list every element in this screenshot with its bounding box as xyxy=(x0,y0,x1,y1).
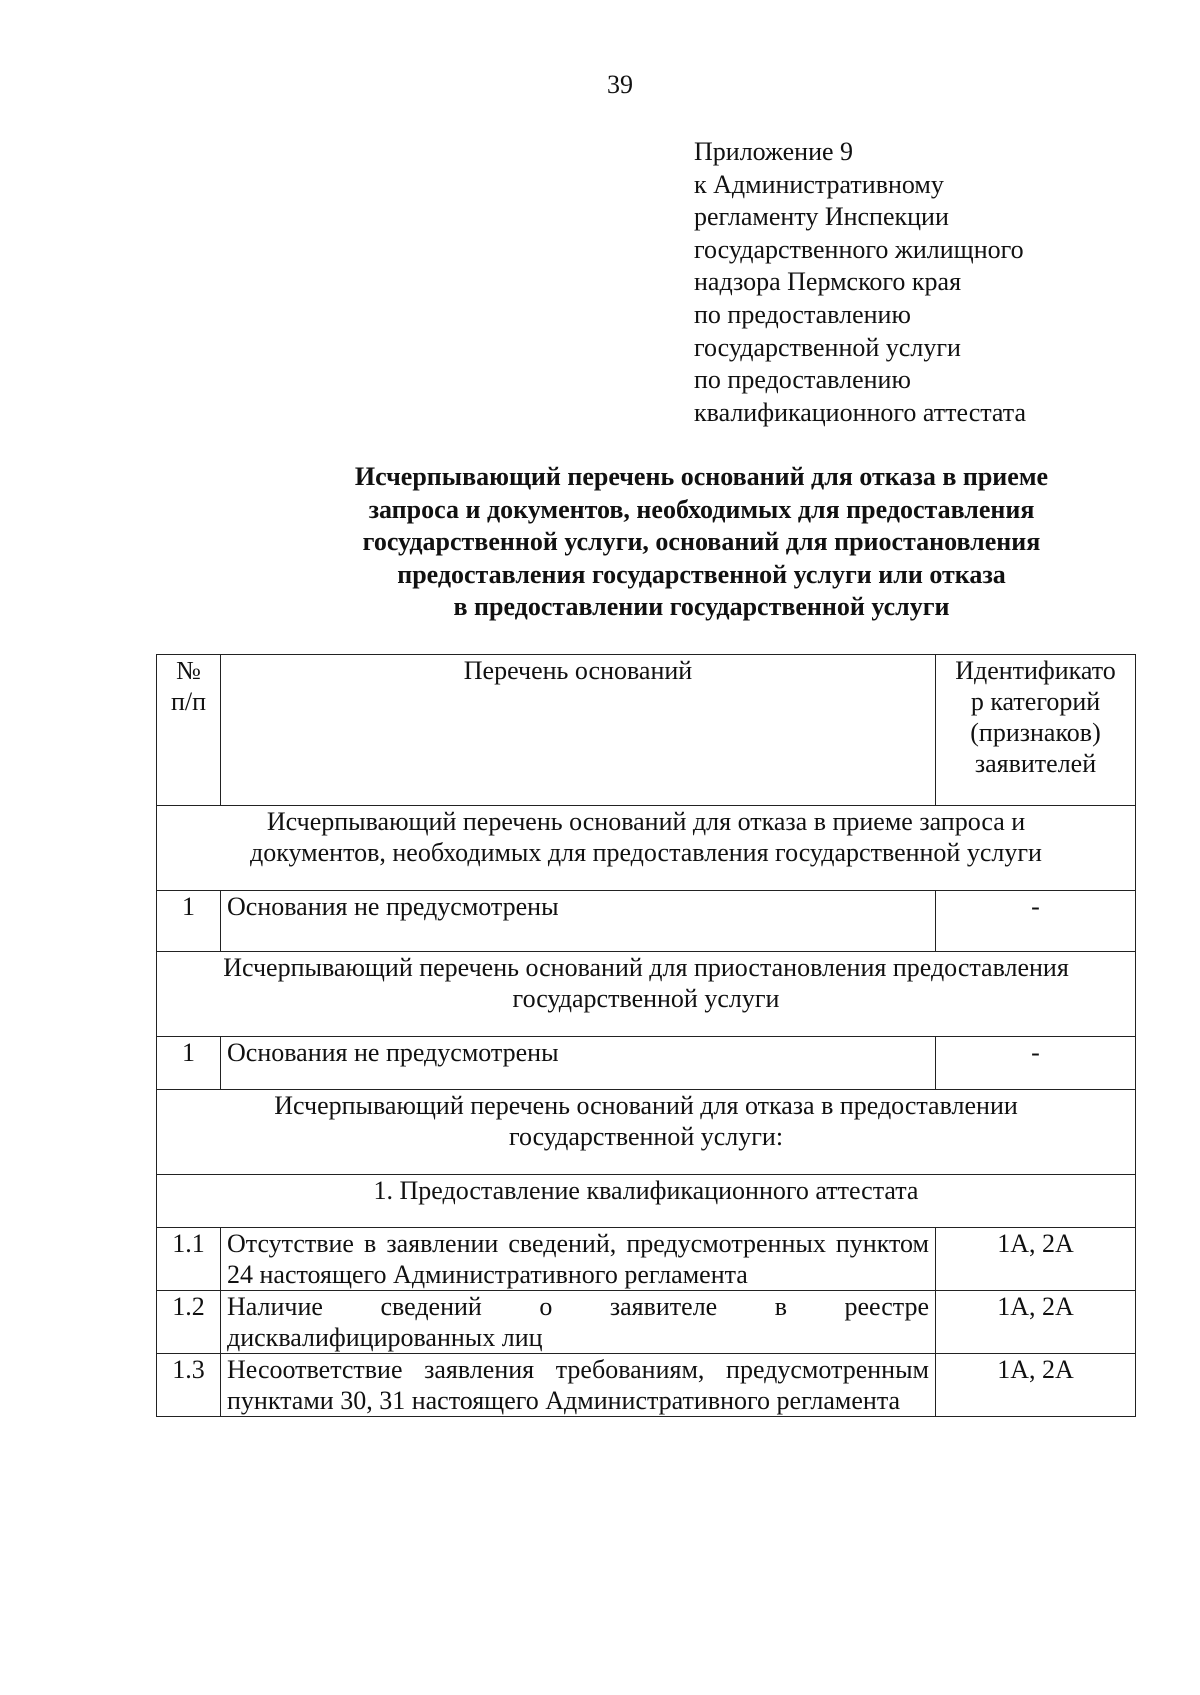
appendix-line: к Административному xyxy=(694,169,944,199)
header-identifier xyxy=(936,655,1136,806)
row-text: Отсутствие в заявлении сведений, предусмотренных пунктом 24 настоящего Административного регламента xyxy=(221,1228,936,1291)
header-grounds: Перечень оснований xyxy=(221,655,936,806)
appendix-line: квалификационного аттестата xyxy=(694,397,1027,427)
section-heading-line: документов, необходимых для предоставления государственной услуги xyxy=(250,838,1042,867)
section-heading-line: Исчерпывающий перечень оснований для отказа в приеме запроса и xyxy=(266,807,1026,836)
row-text: Наличие сведений о заявителе в реестре дисквалифицированных лиц xyxy=(221,1291,936,1354)
section-heading-row xyxy=(157,1090,1136,1175)
table-row xyxy=(157,891,1136,952)
header-identifier-line: заявителей xyxy=(974,749,1097,778)
subsection-heading: 1. Предоставление квалификационного аттестата xyxy=(157,1175,1136,1228)
section-heading xyxy=(157,1090,1136,1175)
page-number: 39 xyxy=(607,70,633,99)
title-line: в предоставлении государственной услуги xyxy=(453,592,950,621)
appendix-line: государственного жилищного xyxy=(694,234,1024,264)
row-text: Основания не предусмотрены xyxy=(221,891,936,952)
appendix-line: Приложение 9 xyxy=(694,137,854,166)
appendix-line: по предоставлению xyxy=(694,365,911,395)
section-heading xyxy=(157,806,1136,891)
section-heading-line: Исчерпывающий перечень оснований для приостановления предоставления xyxy=(223,953,1069,982)
section-heading-line: государственной услуги xyxy=(512,984,780,1013)
row-number: 1.3 xyxy=(157,1354,221,1417)
table-row xyxy=(157,1291,1136,1354)
row-text: Основания не предусмотрены xyxy=(221,1037,936,1090)
title-line: государственной услуги, оснований для приостановления xyxy=(362,527,1041,556)
section-heading-row xyxy=(157,806,1136,891)
title-line: предоставления государственной услуги или отказа xyxy=(397,559,1006,589)
header-number-line: п/п xyxy=(170,687,207,716)
grounds-table xyxy=(156,654,1136,1417)
title-line: Исчерпывающий перечень оснований для отказа в приеме xyxy=(354,462,1049,491)
row-number: 1.1 xyxy=(157,1228,221,1291)
section-heading-line: государственной услуги: xyxy=(508,1122,784,1151)
header-number xyxy=(157,655,221,806)
appendix-line: по предоставлению xyxy=(694,299,911,329)
row-identifier: 1А, 2А xyxy=(936,1228,1136,1291)
appendix-line: регламенту Инспекции xyxy=(694,202,949,232)
header-identifier-line: р категорий xyxy=(970,687,1101,716)
row-identifier: 1А, 2А xyxy=(936,1354,1136,1417)
table-row xyxy=(157,1354,1136,1417)
row-number: 1 xyxy=(157,891,221,952)
section-heading-line: Исчерпывающий перечень оснований для отказа в предоставлении xyxy=(274,1091,1018,1120)
appendix-line: надзора Пермского края xyxy=(694,267,962,297)
header-number-line: № xyxy=(176,656,201,685)
section-heading xyxy=(157,952,1136,1037)
row-number: 1 xyxy=(157,1037,221,1090)
row-identifier: 1А, 2А xyxy=(936,1291,1136,1354)
header-identifier-line: (признаков) xyxy=(970,718,1101,747)
row-number: 1.2 xyxy=(157,1291,221,1354)
header-identifier-line: Идентификато xyxy=(955,656,1116,685)
table-row xyxy=(157,1037,1136,1090)
subsection-row xyxy=(157,1175,1136,1228)
row-identifier: - xyxy=(936,891,1136,952)
appendix-line: государственной услуги xyxy=(694,332,961,362)
document-title xyxy=(160,461,1200,624)
table-header-row xyxy=(157,655,1136,806)
section-heading-row xyxy=(157,952,1136,1037)
table-row xyxy=(157,1228,1136,1291)
title-line: запроса и документов, необходимых для предоставления xyxy=(368,494,1035,524)
row-identifier: - xyxy=(936,1037,1136,1090)
appendix-note xyxy=(694,136,1134,429)
row-text: Несоответствие заявления требованиям, предусмотренным пунктами 30, 31 настоящего Административного регламента xyxy=(221,1354,936,1417)
